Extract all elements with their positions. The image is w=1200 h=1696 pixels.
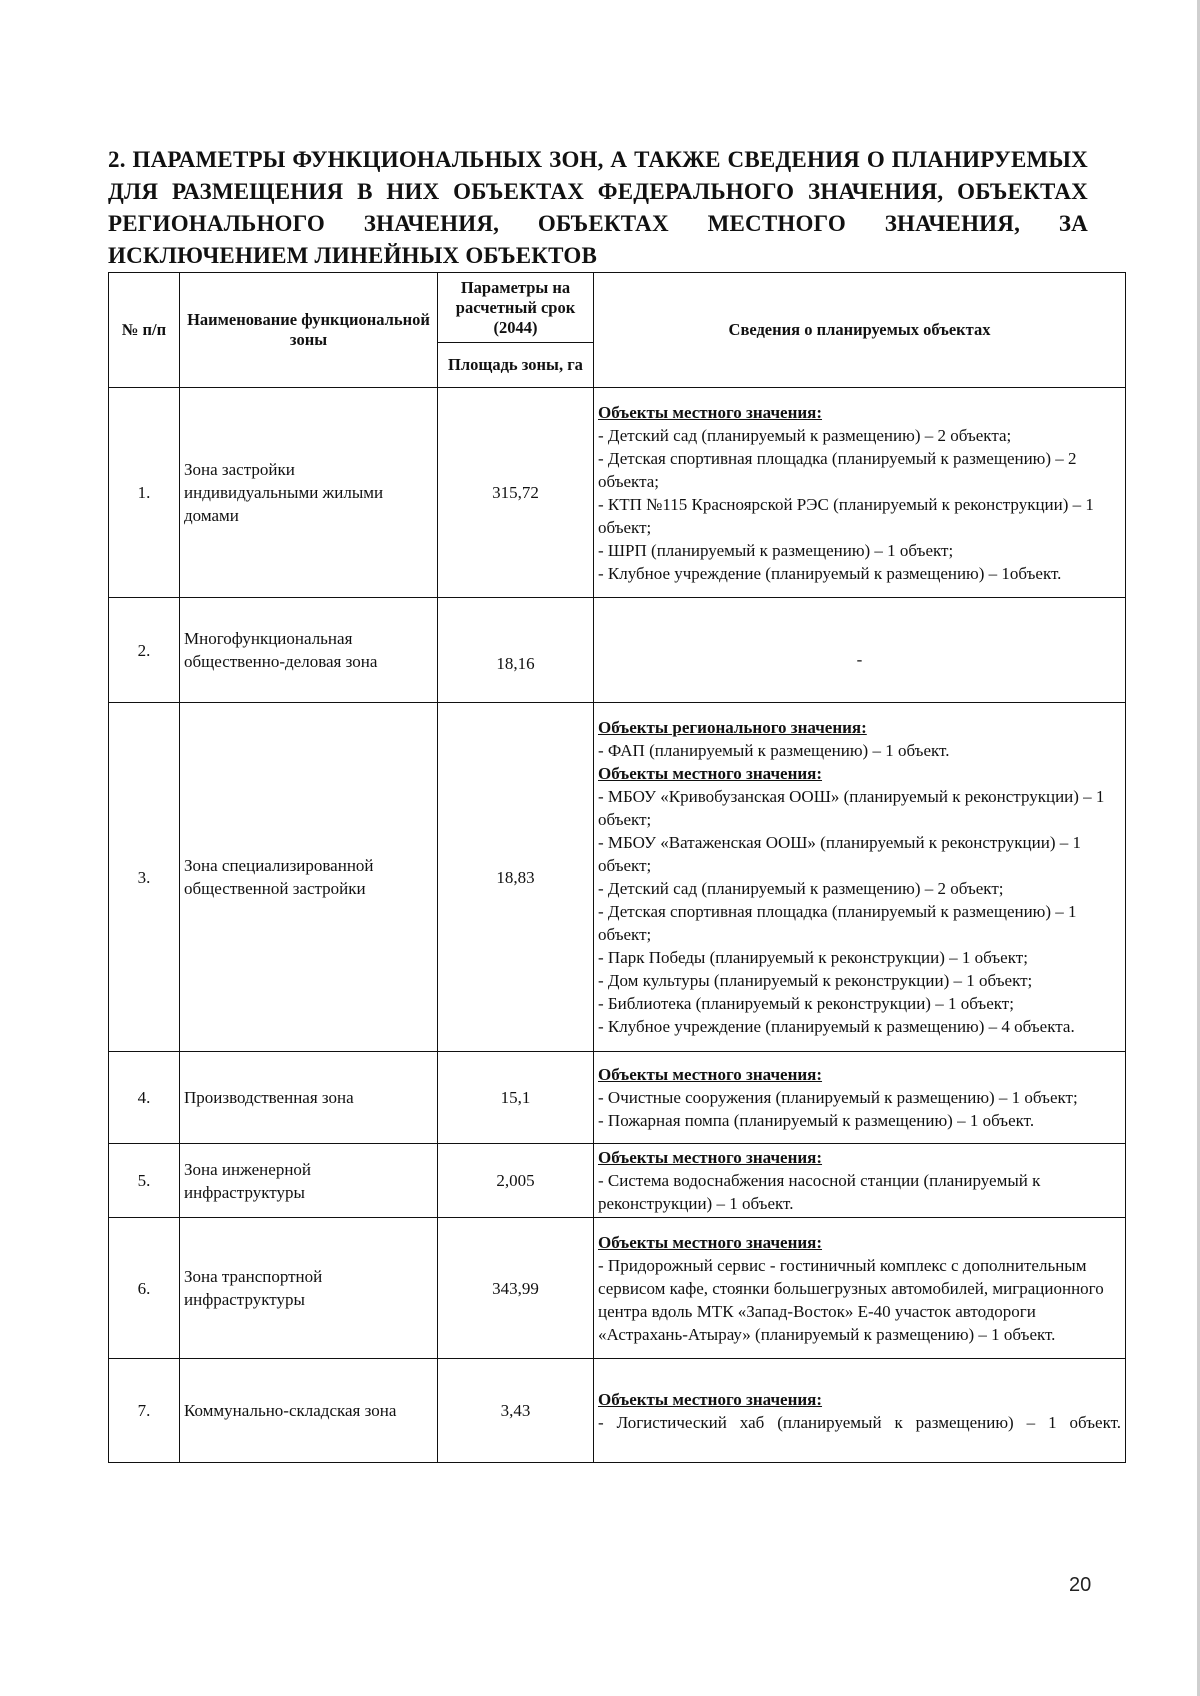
header-area: Площадь зоны, га [438,343,594,388]
table-row [109,1218,1126,1359]
object-item: - Детский сад (планируемый к размещению) – 2 объекта; [598,425,1012,445]
table-row [109,598,1126,703]
object-item: - Придорожный сервис - гостиничный комплекс с дополнительным сервисом кафе, стоянки большегрузных автомобилей, миграционного центра вдоль МТК «Запад-Восток» Е-40 участок автодороги «Астрахань-Атырау» (планируемый к размещению) – 1 объект. [598,1255,1104,1344]
zone-name: Производственная зона [180,1052,438,1144]
zone-name: Зона застройки индивидуальными жилыми домами [180,388,438,598]
object-item: - ФАП (планируемый к размещению) – 1 объект. [598,741,950,760]
objects-category-title: Объекты местного значения: [598,764,823,783]
object-item: - Система водоснабжения насосной станции (планируемый к реконструкции) – 1 объект. [598,1171,1041,1213]
planned-objects [594,1144,1126,1218]
object-item: - Очистные сооружения (планируемый к размещению) – 1 объект; [598,1088,1078,1107]
object-item: - Библиотека (планируемый к реконструкции) – 1 объект; [598,994,1014,1013]
planned-objects [594,388,1126,598]
header-params: Параметры на расчетный срок (2044) [438,273,594,343]
object-item: - МБОУ «Кривобузанская ООШ» (планируемый к реконструкции) – 1 объект; [598,787,1105,829]
no-objects-dash: - [856,649,863,669]
planned-objects [594,1359,1126,1463]
objects-category-title: Объекты местного значения: [598,1065,823,1084]
zone-name: Зона инженерной инфраструктуры [180,1144,438,1218]
object-item: - Клубное учреждение (планируемый к размещению) – 4 объекта. [598,1017,1075,1036]
zone-area: 3,43 [438,1359,594,1463]
zone-name: Зона специализированной общественной застройки [180,703,438,1052]
planned-objects [594,703,1126,1052]
zone-name: Коммунально-складская зона [180,1359,438,1463]
planned-objects [594,1052,1126,1144]
zone-area: 18,16 [438,598,594,703]
zone-name: Зона транспортной инфраструктуры [180,1218,438,1359]
zone-area: 343,99 [438,1218,594,1359]
object-item: - ШРП (планируемый к размещению) – 1 объект; [598,540,954,560]
objects-category-title: Объекты регионального значения: [598,718,867,737]
row-num: 5. [109,1144,180,1218]
object-item: - Клубное учреждение (планируемый к размещению) – 1объект. [598,563,1062,583]
object-item: - Дом культуры (планируемый к реконструкции) – 1 объект; [598,971,1033,990]
table-header-row [109,273,1126,343]
table-row [109,388,1126,598]
planned-objects [594,1218,1126,1359]
objects-category-title: Объекты местного значения: [598,1148,823,1167]
zone-area: 18,83 [438,703,594,1052]
row-num: 3. [109,703,180,1052]
header-zone-name: Наименование функциональной зоны [180,273,438,388]
objects-category-title: Объекты местного значения: [598,1389,823,1409]
table-row [109,1359,1126,1463]
zone-area: 315,72 [438,388,594,598]
object-item: - МБОУ «Ватаженская ООШ» (планируемый к реконструкции) – 1 объект; [598,833,1082,875]
row-num: 1. [109,388,180,598]
object-item: - Детская спортивная площадка (планируемый к размещению) – 2 объекта; [598,448,1077,491]
page-number: 20 [1069,1574,1092,1596]
object-item: - КТП №115 Красноярской РЭС (планируемый к реконструкции) – 1 объект; [598,494,1094,537]
object-item: - Детская спортивная площадка (планируемый к размещению) – 1 объект; [598,902,1077,944]
table-row [109,1052,1126,1144]
header-num: № п/п [109,273,180,388]
zone-area: 15,1 [438,1052,594,1144]
row-num: 4. [109,1052,180,1144]
object-item: - Логистический хаб (планируемый к размещению) – 1 объект. [598,1412,1121,1432]
table-row [109,703,1126,1052]
objects-category-title: Объекты местного значения: [598,402,823,422]
object-item: - Детский сад (планируемый к размещению) – 2 объект; [598,879,1004,898]
zone-name: Многофункциональная общественно-деловая зона [180,598,438,703]
row-num: 7. [109,1359,180,1463]
row-num: 2. [109,598,180,703]
row-num: 6. [109,1218,180,1359]
object-item: - Пожарная помпа (планируемый к размещению) – 1 объект. [598,1111,1035,1130]
planned-objects [594,598,1126,703]
functional-zones-table [108,272,1126,1463]
objects-category-title: Объекты местного значения: [598,1232,823,1252]
section-heading: 2. ПАРАМЕТРЫ ФУНКЦИОНАЛЬНЫХ ЗОН, А ТАКЖЕ СВЕДЕНИЯ О ПЛАНИРУЕМЫХ ДЛЯ РАЗМЕЩЕНИЯ В НИХ ОБЪЕКТАХ ФЕДЕРАЛЬНОГО ЗНАЧЕНИЯ, ОБЪЕКТАХ РЕГИОНАЛЬНОГО ЗНАЧЕНИЯ, ОБЪЕКТАХ МЕСТНОГО ЗНАЧЕНИЯ, ЗА ИСКЛЮЧЕНИЕМ ЛИНЕЙНЫХ ОБЪЕКТОВ [108,147,1088,268]
header-planned-objects: Сведения о планируемых объектах [594,273,1126,388]
object-item: - Парк Победы (планируемый к реконструкции) – 1 объект; [598,948,1028,967]
zone-area: 2,005 [438,1144,594,1218]
table-row [109,1144,1126,1218]
